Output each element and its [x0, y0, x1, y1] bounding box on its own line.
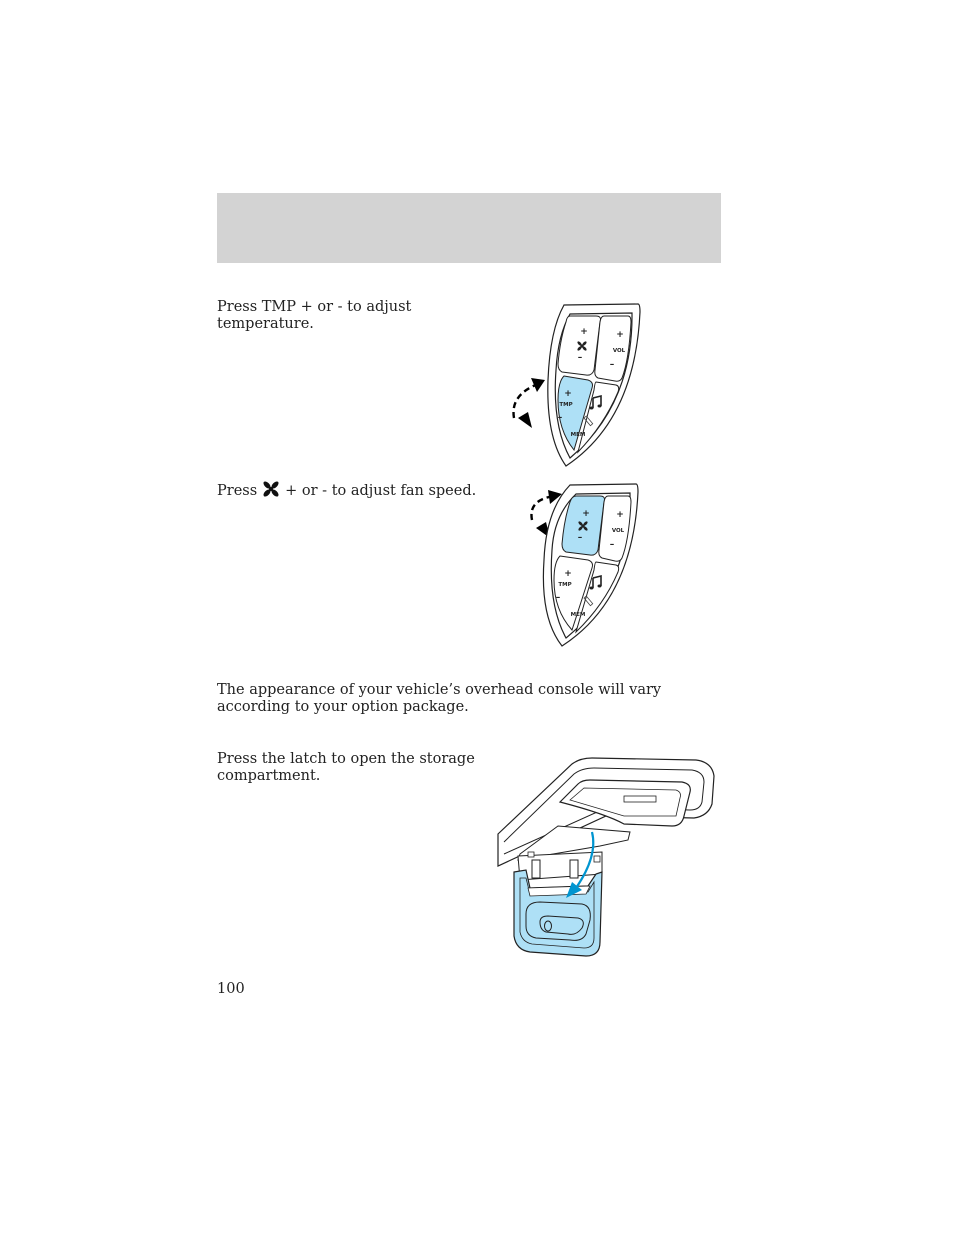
figure-steering-controls-tmp: [500, 300, 650, 468]
page-number: 100: [217, 981, 245, 997]
vol-plus-label: +: [616, 330, 624, 340]
temp-instruction: Press TMP + or - to adjust temperature.: [217, 299, 412, 332]
tmp-minus-label: –: [555, 593, 561, 603]
header-band: [217, 193, 721, 263]
fan-plus-label: +: [580, 327, 588, 337]
tmp-minus-label: –: [557, 413, 563, 423]
tmp-plus-label: +: [564, 389, 572, 399]
tmp-label: TMP: [559, 402, 573, 408]
vol-minus-label: –: [609, 360, 615, 370]
overhead-console-note: The appearance of your vehicle’s overhead console will vary according to your option package.: [217, 682, 662, 715]
figure-steering-controls-fan: [520, 480, 650, 648]
tmp-plus-label: +: [564, 569, 572, 579]
latch-instruction: Press the latch to open the storage compartment.: [217, 751, 475, 784]
fan-minus-label: –: [577, 353, 583, 363]
fan-instruction-prefix: Press: [217, 483, 258, 499]
tmp-label: TMP: [558, 582, 572, 588]
curved-arrow-icon: [514, 378, 546, 428]
vol-plus-label: +: [616, 510, 624, 520]
vol-minus-label: –: [609, 540, 615, 550]
figure-overhead-console: [496, 756, 716, 960]
fan-plus-label: +: [582, 509, 590, 519]
fan-instruction: [217, 479, 487, 500]
fan-icon: [261, 479, 281, 499]
mem-label: MEM: [570, 432, 586, 438]
vol-label: VOL: [611, 528, 625, 534]
mem-label: MEM: [570, 612, 586, 618]
fan-instruction-suffix: + or - to adjust fan speed.: [285, 483, 477, 499]
vol-label: VOL: [612, 348, 626, 354]
fan-minus-label: –: [577, 533, 583, 543]
